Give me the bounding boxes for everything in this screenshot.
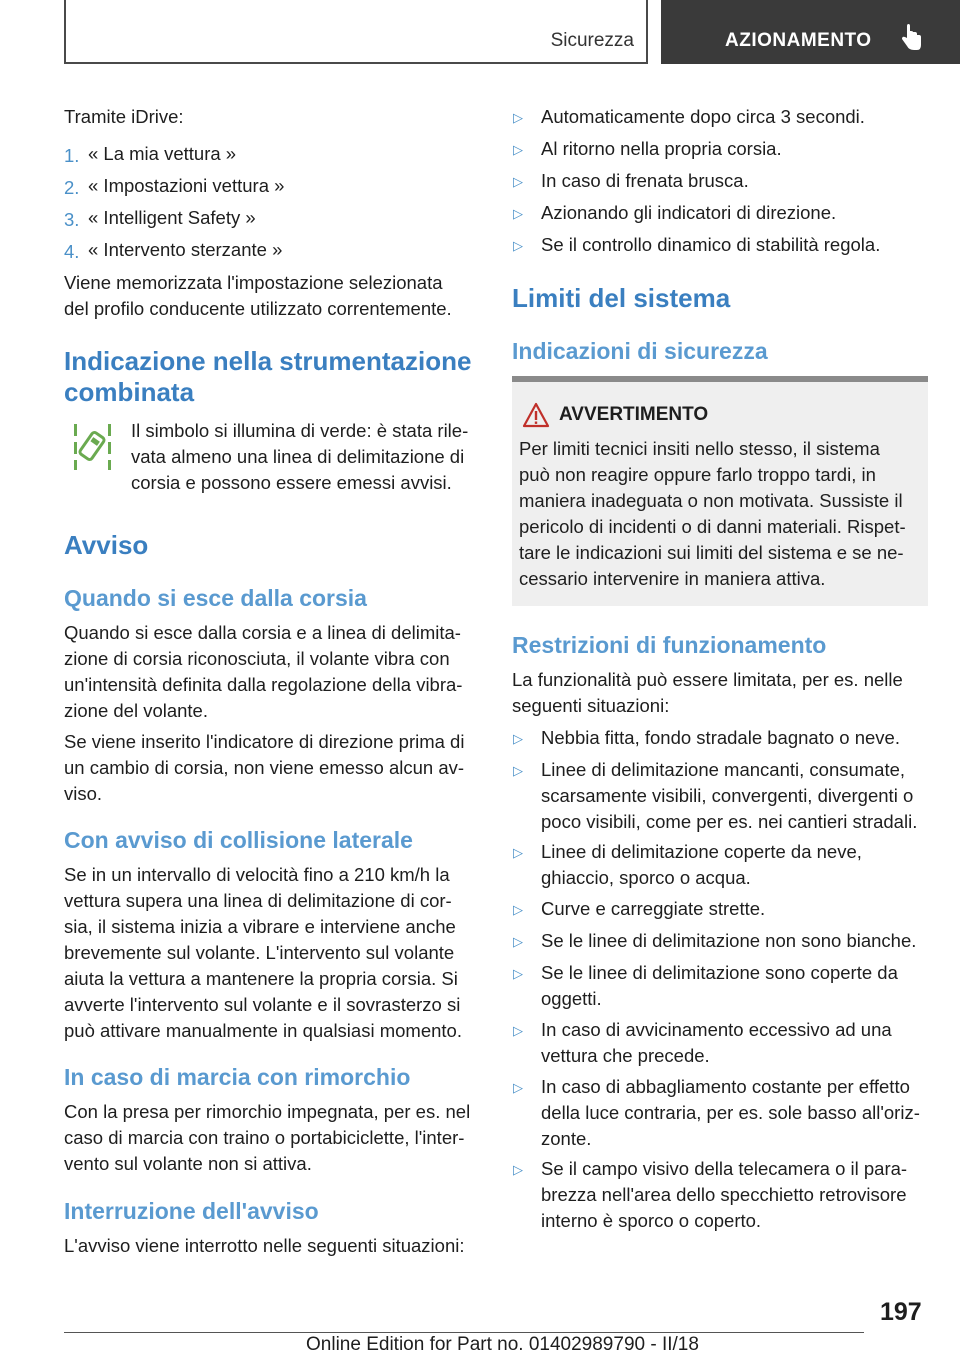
paragraph-line: caso di marcia con traino o portabiciclette, l'inter- <box>64 1127 465 1148</box>
bullet-triangle-icon: ▷ <box>513 174 523 189</box>
heading-indicazione: combinata <box>64 377 195 407</box>
list-item-cont: poco visibili, come per es. nei cantieri stradali. <box>541 811 918 832</box>
paragraph-line: seguenti situazioni: <box>512 695 670 716</box>
list-item-cont: interno è sporco o coperto. <box>541 1210 762 1231</box>
bullet-triangle-icon: ▷ <box>513 966 523 981</box>
intro-text: Tramite iDrive: <box>64 106 184 127</box>
warning-title: AVVERTIMENTO <box>559 404 709 425</box>
paragraph-line: vento sul volante non si attiva. <box>64 1153 312 1174</box>
memo-line: Viene memorizzata l'impostazione selezionata <box>64 272 443 293</box>
step-number: 2. <box>64 177 80 198</box>
footer-divider <box>64 1332 864 1333</box>
bullet-triangle-icon: ▷ <box>513 206 523 221</box>
list-item-cont: zonte. <box>541 1128 592 1149</box>
heading-collisione: Con avviso di collisione laterale <box>64 827 413 853</box>
paragraph-line: L'avviso viene interrotto nelle seguenti situazioni: <box>64 1235 465 1256</box>
symbol-text-line: corsia e possono essere emessi avvisi. <box>131 472 452 493</box>
paragraph-line: avverte l'intervento sul volante e il sovrasterzo si <box>64 994 461 1015</box>
list-item: Linee di delimitazione mancanti, consumate, <box>541 759 906 780</box>
paragraph-line: un cambio di corsia, non viene emesso alcun av- <box>64 757 465 778</box>
paragraph-line: La funzionalità può essere limitata, per es. nelle <box>512 669 903 690</box>
step-text: « Intervento sterzante » <box>88 239 283 260</box>
list-item-cont: vettura che precede. <box>541 1045 710 1066</box>
bullet-triangle-icon: ▷ <box>513 902 523 917</box>
symbol-text-line: vata almeno una linea di delimitazione di <box>131 446 465 467</box>
list-item: Al ritorno nella propria corsia. <box>541 138 782 159</box>
warning-line: maniera inadeguata o non motivata. Sussiste il <box>519 490 903 511</box>
page-number: 197 <box>880 1298 922 1326</box>
header-chapter-title: AZIONAMENTO <box>725 30 872 51</box>
list-item-cont: scarsamente visibili, convergenti, divergenti o <box>541 785 914 806</box>
list-item: Linee di delimitazione coperte da neve, <box>541 841 862 862</box>
paragraph-line: Se in un intervallo di velocità fino a 210 km/h la <box>64 864 450 885</box>
list-item: Automaticamente dopo circa 3 secondi. <box>541 106 865 127</box>
step-number: 1. <box>64 145 80 166</box>
list-item: Se le linee di delimitazione sono coperte da <box>541 962 898 983</box>
list-item: Azionando gli indicatori di direzione. <box>541 202 837 223</box>
bullet-triangle-icon: ▷ <box>513 763 523 778</box>
list-item: Nebbia fitta, fondo stradale bagnato o neve. <box>541 727 900 748</box>
paragraph-line: un'intensità definita dalla regolazione della vibra- <box>64 674 463 695</box>
bullet-triangle-icon: ▷ <box>513 110 523 125</box>
list-item: In caso di abbagliamento costante per effetto <box>541 1076 910 1097</box>
step-text: « Impostazioni vettura » <box>88 175 285 196</box>
warning-triangle-icon <box>522 402 550 428</box>
paragraph-line: vettura supera una linea di delimitazione di cor- <box>64 890 452 911</box>
step-number: 4. <box>64 241 80 262</box>
step-number: 3. <box>64 209 80 230</box>
paragraph-line: aiuta la vettura a mantenere la propria corsia. Si <box>64 968 458 989</box>
heading-esce: Quando si esce dalla corsia <box>64 585 367 611</box>
step-text: « Intelligent Safety » <box>88 207 256 228</box>
bullet-triangle-icon: ▷ <box>513 1023 523 1038</box>
list-item: Se il campo visivo della telecamera o il para- <box>541 1158 908 1179</box>
heading-avviso: Avviso <box>64 530 149 560</box>
bullet-triangle-icon: ▷ <box>513 934 523 949</box>
list-item: In caso di avvicinamento eccessivo ad una <box>541 1019 892 1040</box>
bullet-triangle-icon: ▷ <box>513 731 523 746</box>
heading-interruzione: Interruzione dell'avviso <box>64 1198 319 1224</box>
bullet-triangle-icon: ▷ <box>513 238 523 253</box>
header-chapter-box <box>661 0 960 64</box>
warning-line: cessario intervenire in maniera attiva. <box>519 568 826 589</box>
warning-line: tare le indicazioni sui limiti del sistema e se ne- <box>519 542 904 563</box>
paragraph-line: Quando si esce dalla corsia e a linea di delimita- <box>64 622 461 643</box>
heading-indicazione: Indicazione nella strumentazione <box>64 346 472 376</box>
warning-line: pericolo di incidenti o di danni materiali. Rispet- <box>519 516 906 537</box>
warning-line: Per limiti tecnici insiti nello stesso, il sistema <box>519 438 880 459</box>
lane-departure-symbol-icon <box>72 420 114 472</box>
list-item-cont: ghiaccio, sporco o acqua. <box>541 867 751 888</box>
header-section-box <box>64 0 648 64</box>
paragraph-line: zione di corsia riconosciuta, il volante vibra con <box>64 648 450 669</box>
paragraph-line: Se viene inserito l'indicatore di direzione prima di <box>64 731 465 752</box>
heading-limiti: Limiti del sistema <box>512 283 731 313</box>
list-item: Se il controllo dinamico di stabilità regola. <box>541 234 881 255</box>
paragraph-line: zione del volante. <box>64 700 208 721</box>
heading-indicazioni-sicurezza: Indicazioni di sicurezza <box>512 338 768 364</box>
header-section-title: Sicurezza <box>550 30 634 51</box>
hand-pointer-icon <box>898 24 924 52</box>
list-item-cont: oggetti. <box>541 988 602 1009</box>
heading-restrizioni: Restrizioni di funzionamento <box>512 632 827 658</box>
list-item: Se le linee di delimitazione non sono bianche. <box>541 930 917 951</box>
warning-line: può non reagire oppure farlo troppo tardi, in <box>519 464 876 485</box>
bullet-triangle-icon: ▷ <box>513 845 523 860</box>
list-item: Curve e carreggiate strette. <box>541 898 766 919</box>
paragraph-line: viso. <box>64 783 103 804</box>
bullet-triangle-icon: ▷ <box>513 1162 523 1177</box>
paragraph-line: può attivare manualmente in qualsiasi momento. <box>64 1020 462 1041</box>
step-text: « La mia vettura » <box>88 143 237 164</box>
memo-line: del profilo conducente utilizzato correntemente. <box>64 298 452 319</box>
paragraph-line: sia, il sistema inizia a vibrare e interviene anche <box>64 916 456 937</box>
bullet-triangle-icon: ▷ <box>513 1080 523 1095</box>
footer-text: Online Edition for Part no. 01402989790 - II/18 <box>306 1334 699 1355</box>
paragraph-line: brevemente sul volante. L'intervento sul volante <box>64 942 455 963</box>
symbol-text-line: Il simbolo si illumina di verde: è stata rile- <box>131 420 469 441</box>
list-item: In caso di frenata brusca. <box>541 170 749 191</box>
heading-rimorchio: In caso di marcia con rimorchio <box>64 1064 411 1090</box>
paragraph-line: Con la presa per rimorchio impegnata, per es. nel <box>64 1101 471 1122</box>
bullet-triangle-icon: ▷ <box>513 142 523 157</box>
list-item-cont: brezza nell'area dello specchietto retrovisore <box>541 1184 907 1205</box>
list-item-cont: della luce contraria, per es. sole basso all'oriz- <box>541 1102 920 1123</box>
